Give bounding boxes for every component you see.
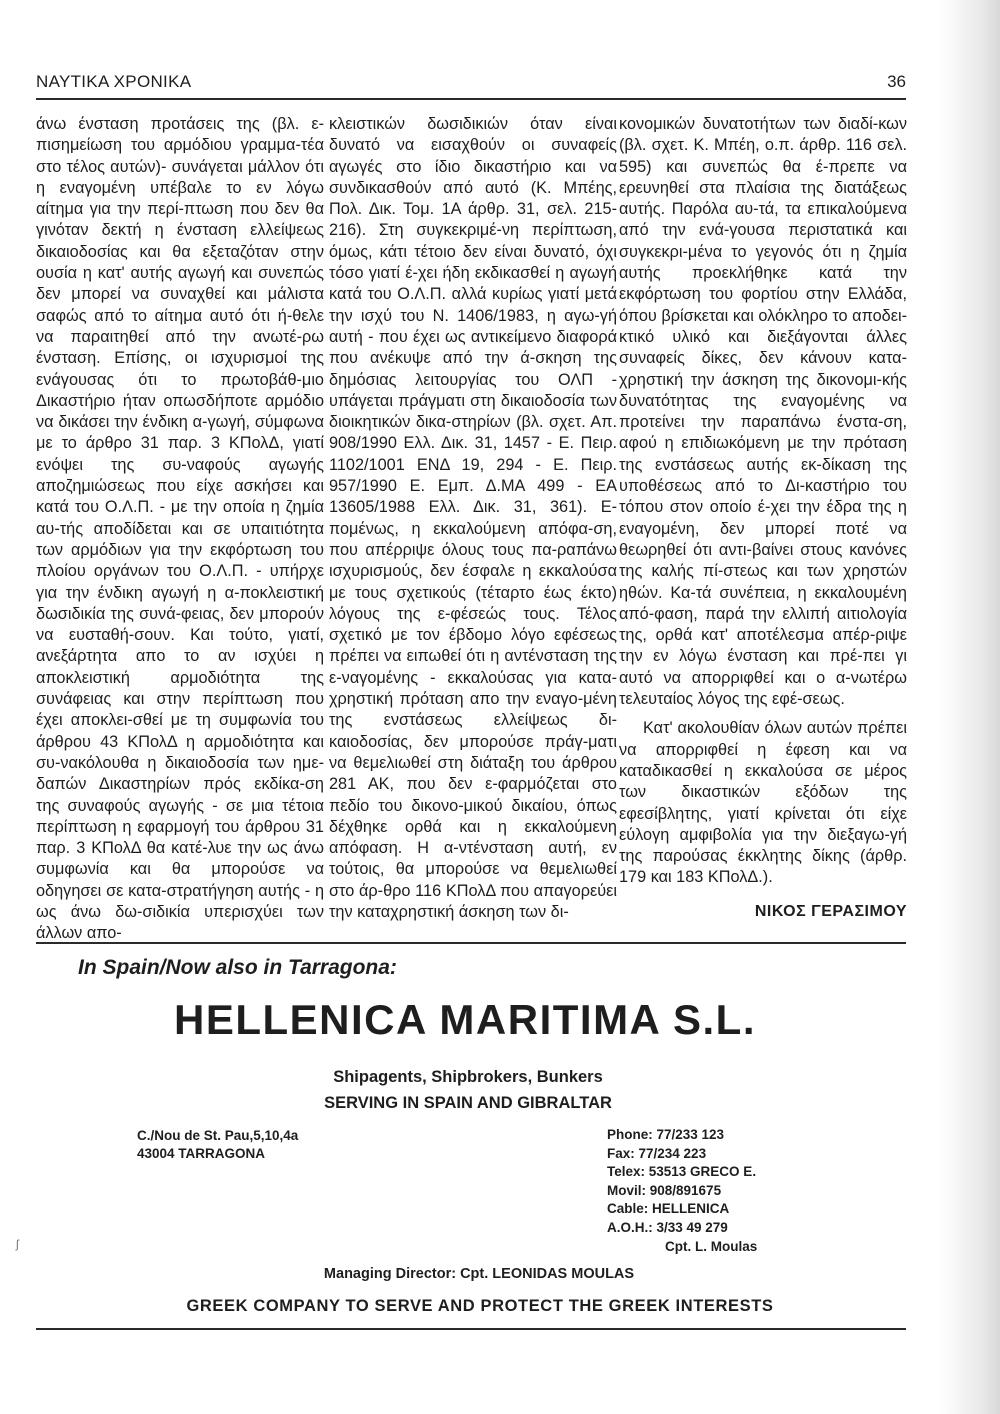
article-author: ΝΙΚΟΣ ΓΕΡΑΣΙΜΟΥ bbox=[754, 902, 907, 920]
page-edge-shadow bbox=[940, 0, 1000, 1414]
page-number: 36 bbox=[887, 72, 906, 91]
article-text-col3-paragraph-2: Κατ' ακολουθίαν όλων αυτών πρέπει να απορριφθεί η έφεση και να καταδικασθεί η εκκαλούσα σε μέρος των δικαστικών εξόδων της εφεσίβλητης, γιατί κρίνεται ότι είχε εύλογη αμφιβολία για την διεξαγω-γή της παρούσας έκκλητης δίκης (άρθρ. 179 και 183 ΚΠολΔ.). bbox=[619, 719, 907, 887]
advert-address-line-1: C./Nou de St. Pau,5,10,4a bbox=[137, 1128, 299, 1143]
article-text-col3-paragraph-1: κονομικών δυνατοτήτων των διαδί-κων (βλ. σχετ. Κ. Μπέη, ο.π. άρθρ. 116 σελ. 595) και συνεπώς θα έ-πρεπε να ερευνηθεί στα πλαίσια της διατάξεως αυτής. Παρόλα αυ-τά, τα επικαλούμενα από την ενά-γουσα περιστατικά και συγκεκρι-μένα το γεγονός ότι η ζημία αυτής προεκλήθηκε κατά την εκφόρτωση του φορτίου στην Ελλάδα, όπου βρίσκεται και ολόκληρο το αποδει-κτικό υλικό και διεξάγονται άλλες συναφείς δίκες, δεν κάνουν κατα-χρηστική την άσκηση της δικονομι-κής δυνατότητας της εναγομένης να προτείνει την παραπάνω ένστα-ση, αφού η επιδιωκόμενη με την πρόταση της ενστάσεως αυτής εκ-δίκαση της υποθέσεως από το Δι-καστήριο του τόπου στον οποίο έ-χει την έδρα της η εναγομένη, δεν μπορεί ποτέ να θεωρηθεί ότι αντι-βαίνει στους κανόνες της καλής πί-στεως και των χρηστών ηθών. Κα-τά συνέπεια, η εκκαλουμένη από-φαση, παρά την ελλιπή αιτιολογία της, ορθά κατ' αποτέλεσμα απέρ-ριψε την εν λόγω ένσταση και πρέ-πει γι αυτό να απορριφθεί και ο α-νωτέρω τελευταίος λόγος της εφέ-σεως. bbox=[619, 115, 907, 709]
advert-fax: Fax: 77/234 223 bbox=[607, 1145, 707, 1161]
advert-serving-area: SERVING IN SPAIN AND GIBRALTAR bbox=[324, 1094, 612, 1112]
advert-address-line-2: 43004 TARRAGONA bbox=[137, 1146, 266, 1161]
advert-movil: Movil: 908/891675 bbox=[607, 1182, 722, 1198]
advert-motto: GREEK COMPANY TO SERVE AND PROTECT THE GREEK INTERESTS bbox=[186, 1297, 774, 1315]
advert-phone: Phone: 77/233 123 bbox=[607, 1127, 725, 1142]
article-text-col1: άνω ένσταση προτάσεις της (βλ. ε-πισημείωση του αρμόδιου γραμμα-τέα στο τέλος αυτών)- συνάγεται μάλλον ότι η εναγομένη υπέβαλε το εν λόγω αίτημα για την περί-πτωση που δεν θα γινόταν δεκτή η ένσταση ελλείψεως δικαιοδοσίας και θα εξεταζόταν στην ουσία η κατ' αυτής αγωγή και συνεπώς δεν μπορεί να συναχθεί και μάλιστα σαφώς από το αίτημα αυτό ότι ή-θελε να παραιτηθεί από την ανωτέ-ρω ένσταση. Επίσης, οι ισχυρισμοί της ενάγουσας ότι το πρωτοβάθ-μιο Δικαστήριο ήταν οπωσδήποτε αρμόδιο να δικάσει την ένδικη α-γωγή, σύμφωνα με το άρθρο 31 παρ. 3 ΚΠολΔ, γιατί ενόψει της συ-ναφούς αγωγής αποζημιώσεως που είχε ασκήσει και κατά του Ο.Λ.Π. - με την οποία η ζημία αυ-τής αποδίδεται και σε υπαιτιότητα των αρμόδιων για την εκφόρτωση του πλοίου οργάνων του Ο.Λ.Π. - υπήρχε για την ένδικη αγωγή η α-ποκλειστική δωσιδικία της συνά-φειας, δεν μπορούν να ευσταθή-σουν. Και τούτο, γιατί, ανεξάρτητα απο το αν ισχύει η αποκλειστική αρμοδιότητα της συνάφειας και στην περίπτωση που έχει αποκλει-σθεί με τη συμφωνία του άρθρου 43 ΚΠολΔ η αρμοδιότητα και συ-νακόλουθα η δικαιοδοσία των ημε-δαπών Δικαστηρίων πρός εκδίκα-ση της συναφούς αγωγής - σε μια τέτοια περίπτωση η εφαρμογή του άρθρου 31 παρ. 3 ΚΠολΔ θα κατέ-λυε την ως άνω συμφωνία και θα μπορούσε να οδηγησει σε κατα-στρατήγηση αυτής - η ως άνω δω-σιδικία υπερισχύει των άλλων απο- bbox=[36, 115, 324, 943]
article-text-col2: κλειστικών δωσιδικιών όταν είναι δυνατό να εισαχθούν οι συναφείς αγωγές στο ίδιο δικαστήριο και να συνδικασθούν από αυτό (Κ. Μπέης, Πολ. Δικ. Τομ. 1Α άρθρ. 31, σελ. 215-216). Στη συγκεκριμέ-νη περίπτωση, όμως, κάτι τέτοιο δεν είναι δυνατό, όχι τόσο γιατί έ-χει ήδη εκδικασθεί η αγωγή κατά του Ο.Λ.Π. αλλά κυρίως γιατί μετά την ισχύ του Ν. 1406/1983, η αγω-γή αυτή - που έχει ως αντικείμενο διαφορά που ανέκυψε από την ά-σκηση της δημόσιας λειτουργίας του ΟΛΠ - υπάγεται πράγματι στη δικαιοδοσία των διοικητικών δικα-στηρίων (βλ. σχετ. Απ. 908/1990 Ελλ. Δικ. 31, 1457 - Ε. Πειρ. 1102/1001 ΕΝΔ 19, 294 - Ε. Πειρ. 957/1990 Ε. Εμπ. Δ.ΜΑ 499 - ΕΑ 13605/1988 Ελλ. Δικ. 31, 361). Ε-πομένως, η εκκαλούμενη απόφα-ση, που απέρριψε όλους τους πα-ραπάνω ισχυρισμούς, δεν έσφαλε η εκκαλούσα με τους σχετικούς (τέταρτο έως έκτο) λόγους της ε-φέσεώς τους. Τέλος σχετικό με τον έβδομο λόγο εφέσεως πρέπει να ειπωθεί ότι η αντένσταση της ε-ναγομένης - εκκαλούσας για κατα-χρηστική πρόταση απο την εναγο-μένη της ενστάσεως ελλείψεως δι-καιοδοσίας, δεν μπορούσε πράγ-ματι να θεμελιωθεί στη διάταξη του άρθρου 281 ΑΚ, που δεν ε-φαρμόζεται στο πεδίο του δικονο-μικού δικαίου, όπως δέχθηκε ορθά και η εκκαλούμενη απόφαση. Η α-ντένσταση αυτή, εν τούτοις, θα μπορούσε να θεμελιωθεί στο άρ-θρο 116 ΚΠολΔ που απαγορεύει την καταχρηστική άσκηση των δι- bbox=[329, 115, 617, 921]
journal-name: ΝΑΥΤΙΚΑ ΧΡΟΝΙΚΑ bbox=[36, 72, 192, 91]
advert-top-rule bbox=[36, 942, 906, 944]
page-header bbox=[36, 72, 906, 98]
article-column-3 bbox=[619, 114, 907, 921]
advert-tagline: In Spain/Now also in Tarragona: bbox=[78, 956, 397, 979]
advert-managing-director: Managing Director: Cpt. LEONIDAS MOULAS bbox=[323, 1266, 635, 1282]
advert-company-name: HELLENICA MARITIMA S.L. bbox=[173, 996, 757, 1043]
header-rule bbox=[36, 98, 906, 100]
advert-aoh: A.O.H.: 3/33 49 279 bbox=[607, 1219, 728, 1235]
advert-telex: Telex: 53513 GRECO E. bbox=[607, 1164, 757, 1180]
article-column-2 bbox=[329, 114, 617, 923]
article-column-1 bbox=[36, 114, 324, 945]
scan-artifact-icon: ʃ bbox=[16, 1237, 19, 1251]
advert-services: Shipagents, Shipbrokers, Bunkers bbox=[333, 1068, 603, 1086]
advert-address bbox=[137, 1127, 298, 1163]
advert-bottom-rule bbox=[36, 1328, 906, 1330]
advert-contact-person: Cpt. L. Moulas bbox=[665, 1238, 758, 1254]
advert-contacts bbox=[607, 1126, 757, 1256]
advert-cable: Cable: HELLENICA bbox=[607, 1201, 730, 1217]
